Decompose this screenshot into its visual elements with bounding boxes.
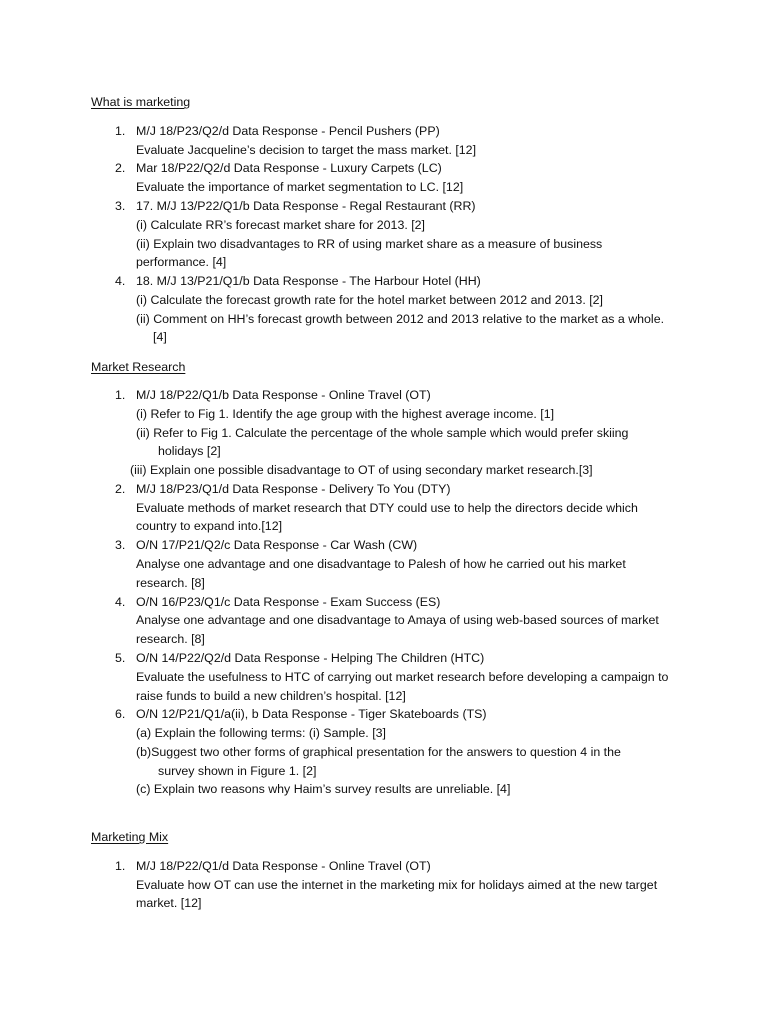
item-question: Evaluate methods of market research that DTY could use to help the directors decide which (136, 501, 638, 515)
item-number: 1. (115, 124, 126, 138)
item-number: 1. (115, 859, 126, 873)
item-number: 2. (115, 161, 126, 175)
item-title: 18. M/J 13/P21/Q1/b Data Response - The Harbour Hotel (HH) (136, 274, 481, 288)
item-question: (b)Suggest two other forms of graphical presentation for the answers to question 4 in the (136, 745, 621, 759)
item-question: research. [8] (136, 632, 205, 646)
section-heading-marketing-mix: Marketing Mix (91, 830, 169, 844)
item-question: Evaluate the importance of market segmentation to LC. [12] (136, 180, 464, 194)
item-number: 2. (115, 482, 126, 496)
item-title: M/J 18/P23/Q2/d Data Response - Pencil Pushers (PP) (136, 124, 440, 138)
item-question: research. [8] (136, 576, 205, 590)
item-question: (c) Explain two reasons why Haim’s survey results are unreliable. [4] (136, 782, 511, 796)
section-heading-what-is-marketing: What is marketing (91, 95, 191, 109)
item-number: 4. (115, 595, 126, 609)
item-title: O/N 16/P23/Q1/c Data Response - Exam Success (ES) (136, 595, 441, 609)
item-number: 6. (115, 707, 126, 721)
item-question: (ii) Explain two disadvantages to RR of using market share as a measure of business (136, 237, 603, 251)
item-question: (i) Refer to Fig 1. Identify the age group with the highest average income. [1] (136, 407, 555, 421)
item-question: Evaluate Jacqueline’s decision to target the mass market. [12] (136, 143, 477, 157)
item-title: M/J 18/P22/Q1/b Data Response - Online Travel (OT) (136, 388, 431, 402)
item-question: (i) Calculate RR’s forecast market share for 2013. [2] (136, 218, 426, 232)
item-question: country to expand into.[12] (136, 519, 283, 533)
item-question: raise funds to build a new children’s hospital. [12] (136, 689, 406, 703)
item-question: [4] (153, 330, 167, 344)
item-title: O/N 14/P22/Q2/d Data Response - Helping The Children (HTC) (136, 651, 485, 665)
item-question: holidays [2] (158, 444, 221, 458)
section-heading-market-research: Market Research (91, 360, 186, 374)
item-question: (iii) Explain one possible disadvantage to OT of using secondary market research.[3] (130, 463, 593, 477)
item-title: O/N 17/P21/Q2/c Data Response - Car Wash (CW) (136, 538, 418, 552)
item-number: 1. (115, 388, 126, 402)
item-question: Analyse one advantage and one disadvantage to Amaya of using web-based sources of market (136, 613, 659, 627)
item-question: Evaluate how OT can use the internet in the marketing mix for holidays aimed at the new target (136, 878, 658, 892)
item-question: survey shown in Figure 1. [2] (158, 764, 317, 778)
item-number: 3. (115, 538, 126, 552)
item-question: Evaluate the usefulness to HTC of carrying out market research before developing a campaign to (136, 670, 669, 684)
item-title: Mar 18/P22/Q2/d Data Response - Luxury Carpets (LC) (136, 161, 442, 175)
item-number: 4. (115, 274, 126, 288)
item-number: 3. (115, 199, 126, 213)
item-number: 5. (115, 651, 126, 665)
item-question: Analyse one advantage and one disadvantage to Palesh of how he carried out his market (136, 557, 626, 571)
item-title: M/J 18/P22/Q1/d Data Response - Online Travel (OT) (136, 859, 431, 873)
item-question: market. [12] (136, 896, 202, 910)
item-question: (ii) Comment on HH’s forecast growth between 2012 and 2013 relative to the market as a whole. (136, 312, 665, 326)
item-question: (ii) Refer to Fig 1. Calculate the percentage of the whole sample which would prefer skiing (136, 426, 629, 440)
item-title: O/N 12/P21/Q1/a(ii), b Data Response - Tiger Skateboards (TS) (136, 707, 487, 721)
item-title: 17. M/J 13/P22/Q1/b Data Response - Regal Restaurant (RR) (136, 199, 476, 213)
item-question: (a) Explain the following terms: (i) Sample. [3] (136, 726, 386, 740)
item-question: performance. [4] (136, 255, 227, 269)
item-title: M/J 18/P23/Q1/d Data Response - Delivery To You (DTY) (136, 482, 451, 496)
item-question: (i) Calculate the forecast growth rate for the hotel market between 2012 and 2013. [2] (136, 293, 603, 307)
